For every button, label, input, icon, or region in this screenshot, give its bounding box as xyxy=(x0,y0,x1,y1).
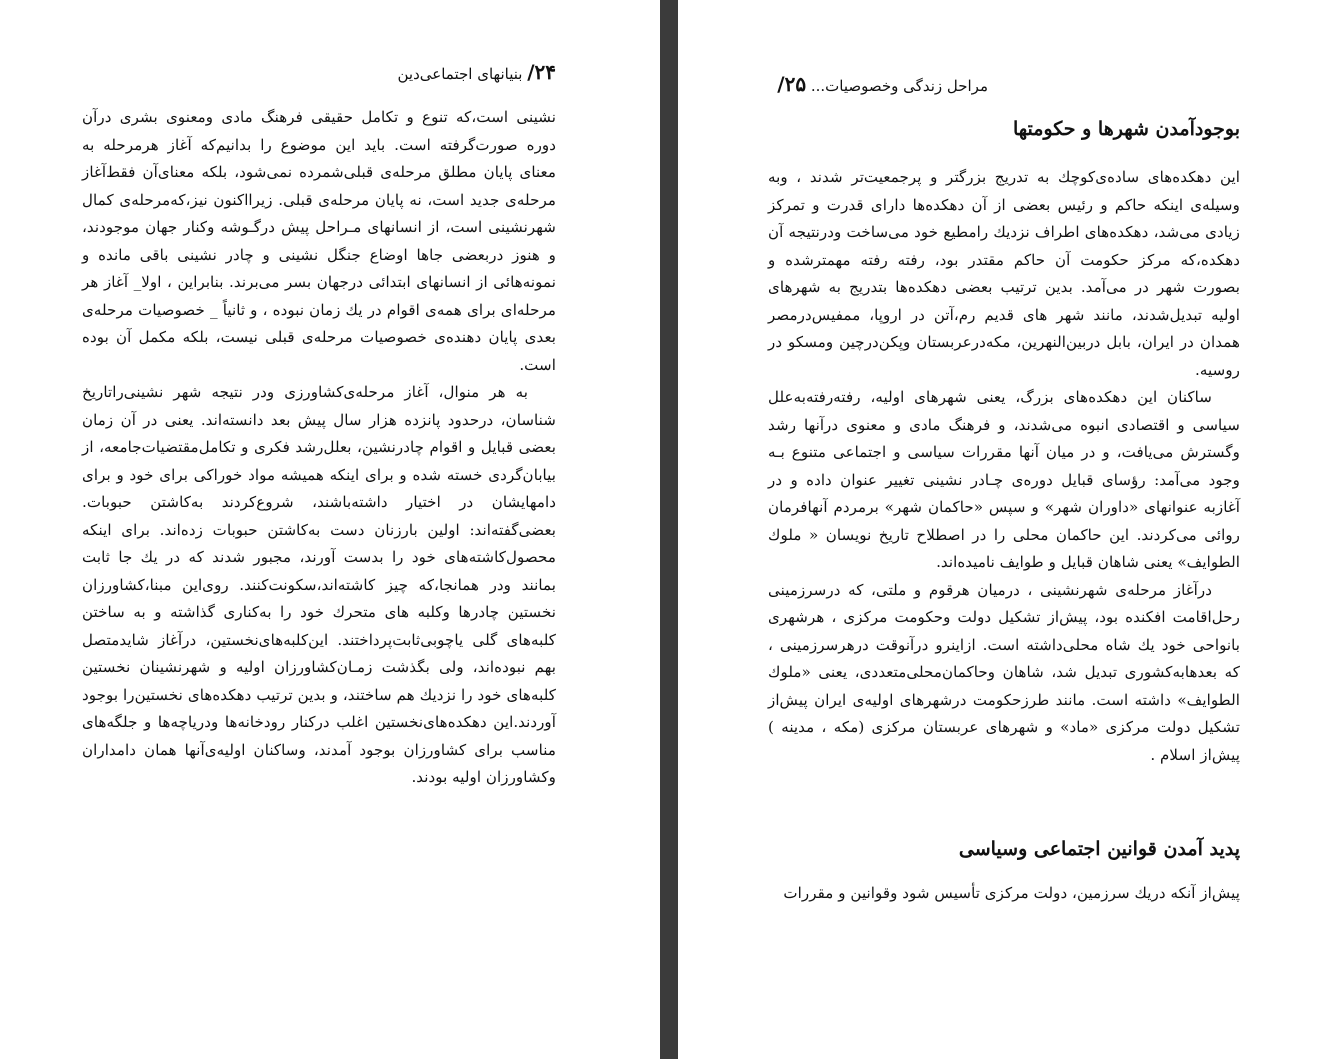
section-heading: بوجودآمدن شهرها و حکومتها xyxy=(1012,118,1240,140)
book-spine xyxy=(660,0,678,1059)
page-body xyxy=(82,104,556,792)
page-number: ۲۴/ xyxy=(527,60,556,84)
section-body xyxy=(768,164,1240,769)
paragraph: نشینی است،که تنوع و تکامل حقیقی فرهنگ مادی ومعنوی بشری درآن دوره صورت‌گرفته است. باید این موضوع را بدانیم‌که آغاز هرمرحله به معنای پایان مطلق مرحله‌ی قبلی‌شمرده نمی‌شود، بلکه معنای‌آن فقط‌آغاز مرحله‌ی جدید است، نه پایان مرحله‌ی قبلی. زیرااکنون نیز،که‌مرحله‌ی کمال شهرنشینی است، از انسانهای مـراحل پیش درگـوشه وکنار جهان موجودند، و هنوز دربعضی جاها اوضاع جنگل نشینی و چادر نشینی باقی مانده و نمونه‌هائی از انسانهای ابتدائی درجهان بسر می‌برند. بنابراین ، اولا_ آغاز هر مرحله‌ای برای همه‌ی اقوام در یك زمان نبوده ، و ثانیاً _ خصوصیات مرحله‌ی بعدی پایان دهنده‌ی خصوصیات مرحله‌ی قبلی نیست، بلکه مکمل آن بوده است. xyxy=(82,108,556,374)
running-head xyxy=(777,72,988,96)
right-page xyxy=(678,0,1338,1059)
section-heading: پدید آمدن قوانین اجتماعی وسیاسی xyxy=(958,838,1240,860)
paragraph: ساکنان این دهکده‌های بزرگ، یعنی شهرهای اولیه، رفته‌رفته‌به‌علل سیاسی و اقتصادی انبوه می‌شدند، و فرهنگ مادی و معنوی درآنها رشد وگسترش می‌یافت، و در میان آنها مقررات سیاسی و اجتماعی متنوع بـه وجود می‌آمد: رؤسای قبایل دوره‌ی چـادر نشینی تغییر عنوان داده و در آغازبه عنوانهای «داوران شهر» و سپس «حاکمان شهر» برمردم آنهافرمان روائی می‌کردند. این حاکمان محلی را در اصطلاح تاریخ نویسان « ملوك الطوایف» یعنی شاهان قبایل و طوایف نامیده‌اند. xyxy=(768,388,1240,571)
running-title: بنیانهای اجتماعی‌دین xyxy=(397,65,523,83)
running-head xyxy=(398,60,556,84)
paragraph: پیش‌از آنکه دریك سرزمین، دولت مرکزی تأسیس شود وقوانین و مقررات xyxy=(783,884,1240,902)
left-page xyxy=(0,0,660,1059)
page-number: ۲۵/ xyxy=(777,72,807,96)
paragraph: درآغاز مرحله‌ی شهرنشینی ، درمیان هرقوم و ملتی، که درسرزمینی رحل‌اقامت افکنده بود، پیش‌از تشکیل دولت وحکومت مرکزی ، هرشهری بانواحی خود یك شاه محلی‌داشته است. ازاینرو درآنوقت درهرسرزمینی ، که بعدها‌به‌کشوری تبدیل شد، شاهان وحاکمان‌محلی‌متعددی، یعنی «ملوك الطوایف» داشته است. مانند طرزحکومت درشهرهای اولیه‌ی ایران پیش‌از تشکیل دولت مرکزی «ماد» و شهرهای عربستان مرکزی (مکه ، مدینه ) پیش‌از اسلام . xyxy=(768,580,1240,764)
paragraph: این دهکده‌های ساده‌ی‌کوچك به تدریج بزرگتر و پرجمعیت‌تر شدند ، وبه وسیله‌ی اینکه حاکم و رئیس بعضی از آن دهکده‌ها دارای قدرت و تمرکز زیادی می‌شد، دهکده‌های اطراف نزدیك رامطیع خود می‌ساخت ودرنتیجه آن دهکده،که مرکز حکومت آن حاکم مقتدر بود، رفته رفته مهمترشده و بصورت شهر در می‌آمد. بدین ترتیب بعضی دهکده‌ها بتدریج به شهرهای اولیه تبدیل‌شدند، مانند شهر های قدیم رم،آتن در اروپا، ممفیس‌درمصر همدان در ایران، بابل دربین‌النهرین، مکه‌درعربستان وپکن‌درچین ومسکو در روسیه. xyxy=(768,168,1240,379)
section-body xyxy=(768,880,1240,908)
running-title: مراحل زندگی وخصوصیات... xyxy=(810,77,988,95)
paragraph: به هر منوال، آغاز مرحله‌ی‌کشاورزی ودر نتیجه شهر نشینی‌راتاریخ شناسان، درحدود پانزده هزار سال پیش بعد دانسته‌اند. یعنی در آن زمان بعضی قبایل و اقوام چادرنشین، بعلل‌رشد فکری و تکامل‌مقتضیات‌جامعه، از بیابان‌گردی خسته شده و برای اینکه همیشه مواد خوراکی برای خود و برای دامهایشان در اختیار داشته‌باشند، شروع‌کردند به‌کاشتن حبوبات. بعضی‌گفته‌اند: اولین بارزنان دست به‌کاشتن حبوبات زده‌اند. برای اینکه محصول‌کاشته‌های خود را بدست آورند، مجبور شدند که در یك جا ثابت بمانند ودر همانجا،که چیز کاشته‌اند،سکونت‌کنند. روی‌این مبنا،کشاورزان نخستین چادرها وکلبه های متحرك خود را به‌کناری گذاشته و به ساختن کلبه‌های گلی یاچوبی‌ثابت‌پرداختند. این‌کلبه‌های‌نخستین، درآغاز شایدمتصل بهم نبوده‌اند، ولی بگذشت زمـان‌کشاورزان اولیه و شهرنشینان نخستین کلبه‌های خود را نزدیك هم ساختند، و بدین ترتیب دهکده‌های نخستین‌را بوجود آوردند.این دهکده‌های‌نخستین اغلب درکنار رودخانه‌ها ودریاچه‌ها و جلگه‌های مناسب برای کشاورزان بوجود آمدند، وساکنان اولیه‌ی‌آنها همان دامداران وکشاورزان اولیه بودند. xyxy=(82,383,556,786)
